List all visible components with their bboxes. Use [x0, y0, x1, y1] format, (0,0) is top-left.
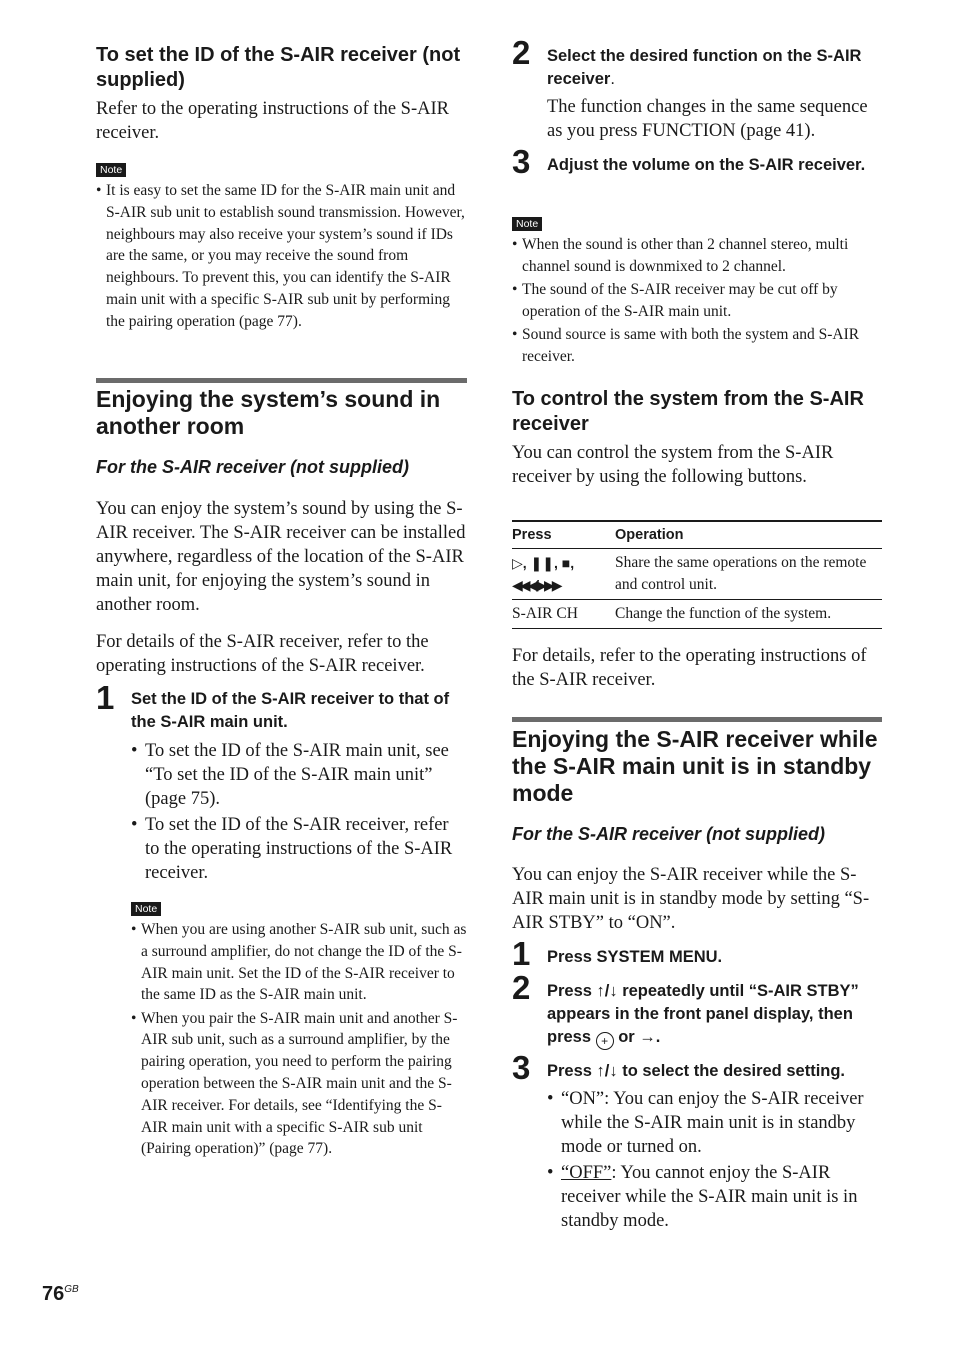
note-item: • When the sound is other than 2 channel stereo, multi channel sound is downmixed to 2 channel. [512, 234, 882, 278]
note-list [131, 919, 467, 1162]
bullet-item [547, 1161, 882, 1233]
note-label: Note [96, 163, 126, 177]
operation-cell: Change the function of the system. [615, 605, 832, 622]
step-instruction: Set the ID of the S-AIR receiver to that of the S-AIR main unit. [131, 690, 450, 731]
details-text: For details, refer to the operating instructions of the S-AIR receiver. [512, 646, 867, 690]
note-label: Note [131, 902, 161, 916]
step-number: 3 [512, 1049, 531, 1086]
step-instruction-text: Press ↑/↓ repeatedly until “S-AIR STBY” appears in the front panel display, then press [547, 982, 859, 1046]
section-subtitle: For the S-AIR receiver (not supplied) [512, 824, 826, 844]
off-option: “OFF” [561, 1163, 612, 1183]
page-suffix: GB [64, 1284, 79, 1295]
section-title-set-id: To set the ID of the S-AIR receiver (not supplied) [96, 44, 461, 91]
control-body: You can control the system from the S-AIR receiver by using the following buttons. [512, 443, 834, 487]
note-label: Note [512, 217, 542, 231]
bullet-item: • To set the ID of the S-AIR main unit, see “To set the ID of the S-AIR main unit” (page 75). [131, 739, 467, 811]
step-instruction: Press ↑/↓ to select the desired setting. [547, 1062, 846, 1080]
page-number [42, 1283, 79, 1306]
operation-cell: Share the same operations on the remote and control unit. [615, 554, 867, 593]
table-header-row [512, 521, 882, 549]
bullet-item: • To set the ID of the S-AIR receiver, refer to the operating instructions of the S-AIR receiver. [131, 813, 467, 885]
step-number: 2 [512, 969, 531, 1006]
section-subtitle: For the S-AIR receiver (not supplied) [96, 457, 410, 477]
step-detail: The function changes in the same sequence as you press FUNCTION (page 41). [547, 97, 868, 141]
step-bullets [131, 739, 467, 887]
section-title-enjoy-sound: Enjoying the system’s sound in another room [96, 386, 441, 439]
enter-button-icon: + [596, 1032, 614, 1050]
standby-body: You can enjoy the S-AIR receiver while the S-AIR main unit is in standby mode by setting “S-AIR STBY” to “ON”. [512, 865, 870, 933]
note-item: • When you are using another S-AIR sub unit, such as a surround amplifier, do not change the ID of the S-AIR main unit. Set the ID of the S-AIR receiver to the same ID as the S-AIR main unit. [131, 919, 467, 1006]
page-number-value: 76 [42, 1283, 65, 1305]
column-header-press: Press [512, 527, 552, 543]
enjoy-sound-paragraph-1: You can enjoy the system’s sound by using the S-AIR receiver. The S-AIR receiver can be installed anywhere, regardless of the location of the S-AIR main unit, for enjoying the system’s sound in another room. [96, 499, 466, 615]
section-title-control: To control the system from the S-AIR receiver [512, 388, 864, 435]
playback-buttons-line1: ▷, ❚❚, ■, [512, 555, 575, 571]
step-instruction [547, 980, 882, 1050]
press-cell [512, 549, 615, 600]
bullet-item: • “ON”: You can enjoy the S-AIR receiver while the S-AIR main unit is in standby mode or turned on. [547, 1087, 882, 1159]
step-instruction: Press SYSTEM MENU. [547, 948, 723, 966]
step-instruction [547, 45, 882, 91]
step-number: 1 [512, 935, 531, 972]
section-title-standby: Enjoying the S-AIR receiver while the S-AIR main unit is in standby mode [512, 726, 878, 806]
section-divider [512, 717, 882, 722]
table-row [512, 600, 882, 629]
step-bullets [547, 1087, 882, 1235]
note-item: • When you pair the S-AIR main unit and another S-AIR sub unit, such as a surround amplifier, by the pairing operation, you need to perform the pairing operation between the S-AIR main unit and the S-AIR receiver. For details, see “Identifying the S-AIR main unit with a specific S-AIR sub unit (Pairing operation)” (page 77). [131, 1008, 467, 1161]
operations-table [512, 520, 882, 629]
step-instruction: Adjust the volume on the S-AIR receiver. [547, 156, 866, 174]
enjoy-sound-paragraph-2: For details of the S-AIR receiver, refer to the operating instructions of the S-AIR receiver. [96, 632, 429, 676]
playback-buttons-line2: ◀◀◀/▶▶▶ [512, 577, 560, 593]
note-item: • Sound source is same with both the system and S-AIR receiver. [512, 324, 882, 368]
note-list [512, 234, 882, 369]
section-divider [96, 378, 467, 383]
step-number: 1 [96, 679, 115, 716]
note-list [96, 180, 467, 334]
off-description: : You cannot enjoy the S-AIR receiver while the S-AIR main unit is in standby mode. [561, 1163, 858, 1231]
step-number: 2 [512, 34, 531, 71]
press-cell: S-AIR CH [512, 605, 578, 622]
note-item: • It is easy to set the same ID for the S-AIR main unit and S-AIR sub unit to establish sound transmission. However, neighbours may also receive your system’s sound if IDs are the same, or you may receive the sound from neighbours. To prevent this, you can identify the S-AIR main unit with a specific S-AIR sub unit by performing the pairing operation (page 77). [96, 180, 467, 333]
column-header-operation: Operation [615, 527, 684, 543]
step-instruction-text: Select the desired function on the S-AIR receiver [547, 47, 862, 88]
note-item: • The sound of the S-AIR receiver may be cut off by operation of the S-AIR main unit. [512, 279, 882, 323]
step-number: 3 [512, 143, 531, 180]
set-id-body: Refer to the operating instructions of the S-AIR receiver. [96, 99, 449, 143]
period: . [610, 70, 615, 88]
table-row [512, 549, 882, 600]
step-instruction-text: or →. [618, 1028, 661, 1046]
